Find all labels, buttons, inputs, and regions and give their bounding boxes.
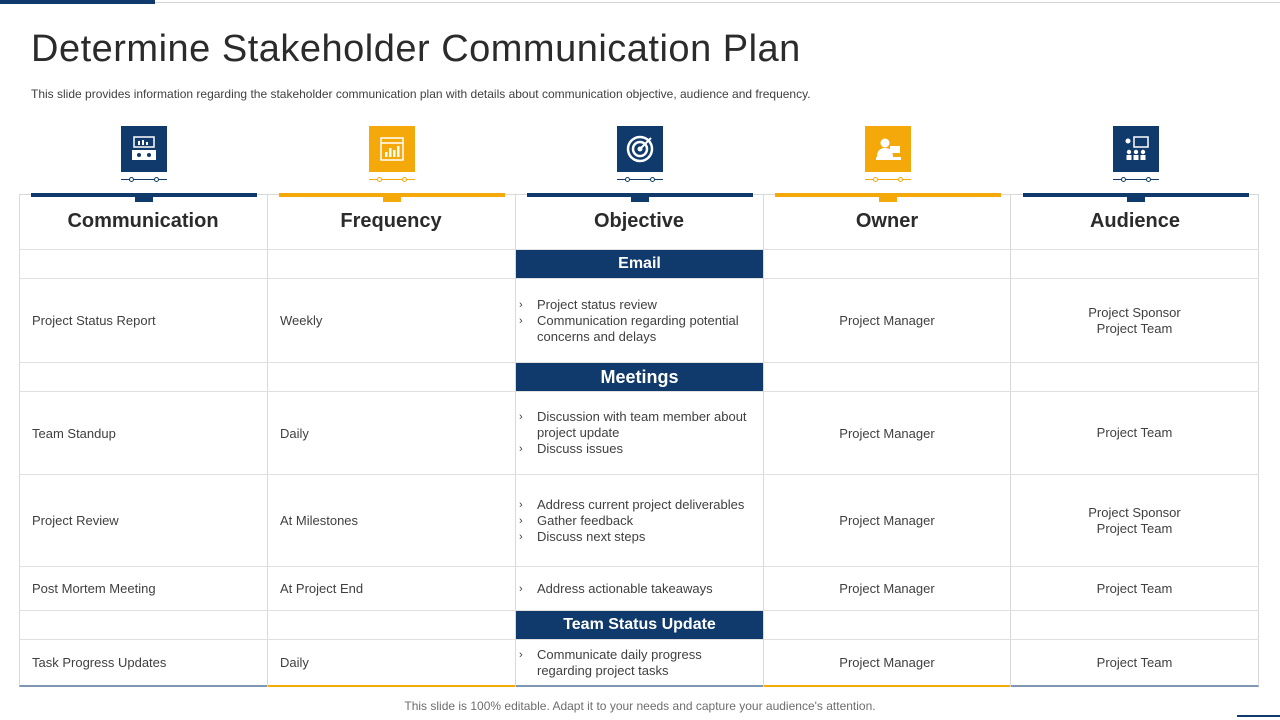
calendar-chart-icon (369, 126, 415, 172)
icon-connector (1113, 176, 1159, 184)
cell-communication: Project Review (32, 513, 119, 528)
audience-line: Project Team (1096, 425, 1173, 440)
column-header-audience: Audience (1089, 210, 1181, 232)
list-item: › Address current project deliverables (519, 496, 745, 512)
cell-owner: Project Manager (839, 655, 935, 670)
cell-audience (1011, 640, 1258, 685)
audience-line: Project Team (1096, 520, 1173, 536)
cell-frequency: Weekly (280, 313, 323, 328)
slide-title: Determine Stakeholder Communication Plan (31, 28, 801, 70)
list-item: › Communicate daily progress regarding project tasks (519, 646, 702, 678)
icon-connector (617, 176, 663, 184)
cell-frequency: Daily (280, 655, 309, 670)
list-item: › Discuss next steps (519, 528, 646, 544)
top-divider (155, 2, 1280, 3)
cell-frequency: At Milestones (280, 513, 359, 528)
bottom-accent (764, 685, 1010, 687)
cell-frequency: At Project End (280, 581, 364, 596)
column-header-objective: Objective (593, 210, 685, 232)
cell-audience (1011, 392, 1258, 474)
cell-audience (1011, 279, 1258, 362)
header-tab (383, 193, 401, 202)
header-tab (631, 193, 649, 202)
target-icon (617, 126, 663, 172)
cell-objective (516, 392, 763, 474)
cell-objective (516, 475, 763, 566)
cell-audience (1011, 567, 1258, 610)
cell-objective (516, 567, 763, 610)
top-accent-bar (0, 0, 155, 4)
list-item: › Discussion with team member about project update (519, 409, 747, 440)
manager-at-desk-icon (865, 126, 911, 172)
header-tab (1127, 193, 1145, 202)
audience-line: Project Team (1096, 580, 1173, 596)
cell-communication: Task Progress Updates (32, 655, 167, 670)
icon-connector (865, 176, 911, 184)
cell-communication: Team Standup (32, 425, 116, 441)
column-divider (267, 194, 268, 687)
column-header-owner: Owner (855, 210, 919, 232)
icon-connector (121, 176, 167, 184)
cell-owner: Project Manager (839, 425, 935, 441)
header-tab (879, 193, 897, 202)
cell-owner: Project Manager (839, 313, 935, 328)
slide-footer-note: This slide is 100% editable. Adapt it to your needs and capture your audience's attention. (404, 699, 876, 713)
section-label-team-status-update: Team Status Update (516, 611, 763, 639)
icon-connector (369, 176, 415, 184)
cell-owner: Project Manager (839, 513, 935, 528)
cell-objective (516, 279, 763, 362)
list-item: › Gather feedback (519, 512, 634, 528)
audience-line: Project Sponsor (1088, 504, 1181, 520)
audience-line: Project Sponsor (1088, 304, 1181, 320)
cell-owner: Project Manager (839, 581, 935, 596)
cell-communication: Post Mortem Meeting (32, 581, 156, 596)
audience-line: Project Team (1096, 320, 1173, 336)
section-label-meetings: Meetings (516, 363, 763, 391)
meeting-presentation-icon (121, 126, 167, 172)
corner-accent (1237, 715, 1280, 717)
list-item: › Address actionable takeaways (519, 580, 713, 596)
bottom-accent (268, 685, 515, 687)
header-tab (135, 193, 153, 202)
cell-frequency: Daily (280, 425, 309, 441)
list-item: › Communication regarding potential concerns and delays (519, 312, 739, 344)
audience-board-icon (1113, 126, 1159, 172)
slide-subtitle: This slide provides information regarding the stakeholder communication plan with details about communication objective, audience and frequency. (31, 87, 811, 101)
section-label-email: Email (516, 250, 763, 278)
audience-line: Project Team (1096, 654, 1173, 670)
list-item: › Discuss issues (519, 441, 623, 456)
list-item: › Project status review (519, 296, 657, 312)
cell-communication: Project Status Report (32, 313, 156, 328)
column-header-communication: Communication (67, 210, 219, 232)
cell-objective (516, 640, 763, 685)
column-header-frequency: Frequency (340, 210, 442, 232)
cell-audience (1011, 475, 1258, 566)
